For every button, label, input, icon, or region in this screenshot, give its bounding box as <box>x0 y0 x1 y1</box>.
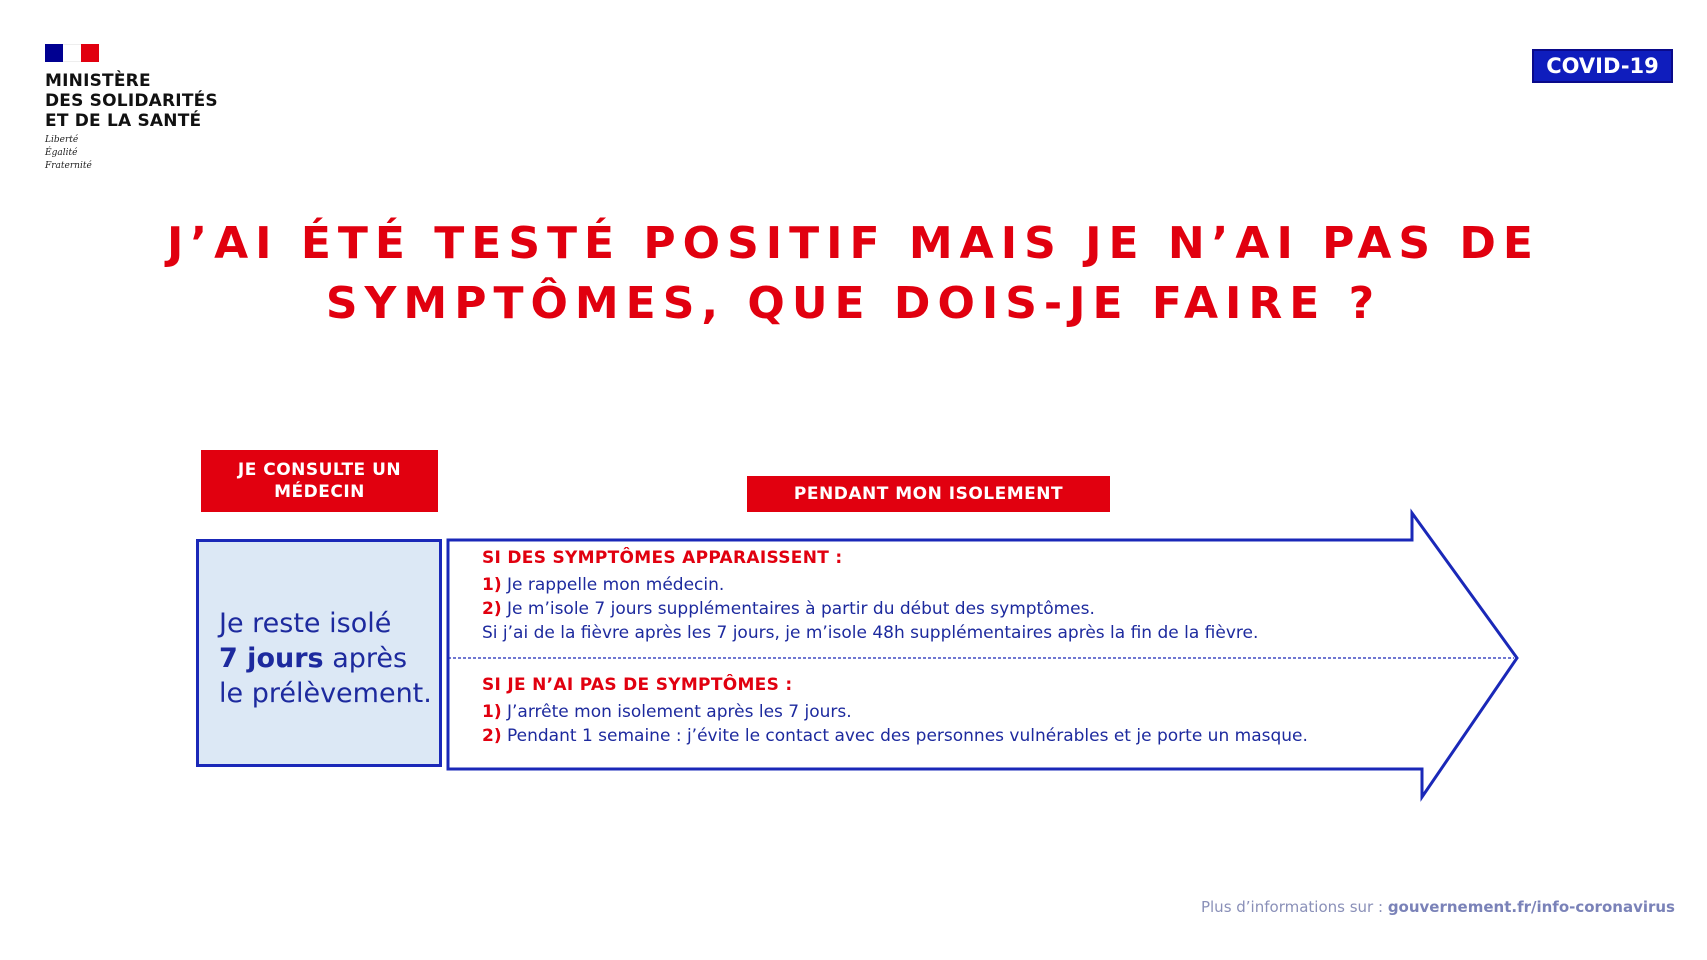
symptoms-item-1 <box>482 575 724 595</box>
isolation-text-2: après le prélèvement. <box>219 643 432 709</box>
symptoms-item-1-text: Je rappelle mon médecin. <box>507 575 725 595</box>
ministry-line-1: MINISTÈRE <box>45 71 151 91</box>
consult-doctor-text: JE CONSULTE UN MÉDECIN <box>237 460 402 502</box>
covid-badge: COVID-19 <box>1532 49 1673 83</box>
symptoms-item-2 <box>482 599 1095 619</box>
title-line-2: SYMPTÔMES, QUE DOIS-JE FAIRE ? <box>325 278 1382 329</box>
motto-line-2: Égalité <box>45 148 78 158</box>
no-symptoms-item-1 <box>482 702 852 722</box>
symptoms-item-2-num: 2) <box>482 599 502 619</box>
ministry-line-3: ET DE LA SANTÉ <box>45 111 202 131</box>
footer-prefix: Plus d’informations sur : <box>1200 898 1384 916</box>
no-symptoms-item-1-num: 1) <box>482 702 502 722</box>
no-symptoms-item-1-text: J’arrête mon isolement après les 7 jours. <box>507 702 852 722</box>
no-symptoms-item-2 <box>482 726 1308 746</box>
isolation-period-text: PENDANT MON ISOLEMENT <box>793 484 1064 504</box>
symptoms-item-2-text: Je m’isole 7 jours supplémentaires à partir du début des symptômes. <box>507 599 1095 619</box>
motto-line-3: Fraternité <box>45 161 92 171</box>
symptoms-heading: SI DES SYMPTÔMES APPARAISSENT : <box>482 548 843 568</box>
no-symptoms-item-2-text: Pendant 1 semaine : j’évite le contact avec des personnes vulnérables et je porte un masque. <box>507 726 1308 746</box>
symptoms-item-1-num: 1) <box>482 575 502 595</box>
no-symptoms-item-2-num: 2) <box>482 726 502 746</box>
title-line-1: J’AI ÉTÉ TESTÉ POSITIF MAIS JE N’AI PAS DE <box>167 218 1540 269</box>
symptoms-fever-note: Si j’ai de la fièvre après les 7 jours, je m’isole 48h supplémentaires après la fin de la fièvre. <box>482 623 1259 643</box>
isolation-duration-box <box>196 539 442 767</box>
isolation-text-1: Je reste isolé <box>219 608 392 639</box>
ministry-line-2: DES SOLIDARITÉS <box>45 91 218 111</box>
footer-link[interactable]: gouvernement.fr/info-coronavirus <box>1387 898 1675 916</box>
no-symptoms-heading: SI JE N’AI PAS DE SYMPTÔMES : <box>482 675 793 695</box>
motto-line-1: Liberté <box>45 135 79 145</box>
isolation-days: 7 jours <box>219 643 324 674</box>
footer-info <box>1201 898 1675 916</box>
